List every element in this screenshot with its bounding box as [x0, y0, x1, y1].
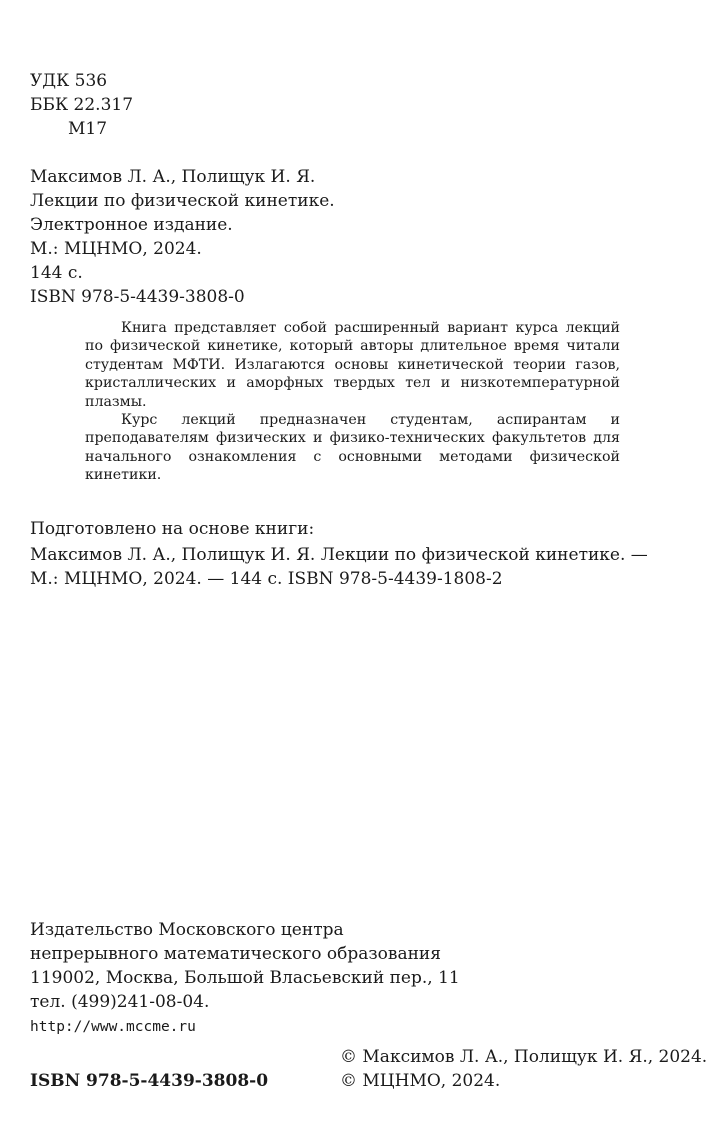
source-line-1: Максимов Л. А., Полищук И. Я. Лекции по физической кинетике. —	[30, 545, 648, 565]
book-title: Лекции по физической кинетике.	[30, 191, 335, 211]
book-isbn: ISBN 978-5-4439-3808-0	[30, 287, 245, 307]
publisher-phone: тел. (499)241-08-04.	[30, 992, 210, 1012]
abstract	[85, 319, 620, 485]
publisher-name-line-2: непрерывного математического образования	[30, 944, 441, 964]
book-edition: Электронное издание.	[30, 215, 233, 235]
copyright-publisher: © МЦНМО, 2024.	[340, 1071, 501, 1091]
publisher-name-line-1: Издательство Московского центра	[30, 920, 344, 940]
book-pages: 144 с.	[30, 263, 83, 283]
abstract-paragraph-2: Курс лекций предназначен студентам, аспирантам и преподавателям физических и физико-технических факультетов для начального ознакомления с основными методами физической кинетики.	[85, 412, 620, 484]
source-intro: Подготовлено на основе книги:	[30, 519, 315, 539]
book-authors: Максимов Л. А., Полищук И. Я.	[30, 167, 316, 187]
source-line-2: М.: МЦНМО, 2024. — 144 с. ISBN 978-5-4439-1808-2	[30, 569, 503, 589]
udk-code: УДК 536	[30, 71, 108, 91]
book-publisher: М.: МЦНМО, 2024.	[30, 239, 202, 259]
copyright-authors: © Максимов Л. А., Полищук И. Я., 2024.	[340, 1047, 708, 1067]
publisher-address: 119002, Москва, Большой Власьевский пер., 11	[30, 968, 460, 988]
author-mark: М17	[68, 119, 108, 139]
abstract-paragraph-1: Книга представляет собой расширенный вариант курса лекций по физической кинетике, который авторы длительное время читали студентам МФТИ. Излагаются основы кинетической теории газов, кристаллических и аморфных твердых тел и низкотемпературной плазмы.	[85, 320, 620, 410]
footer-isbn: ISBN 978-5-4439-3808-0	[30, 1071, 269, 1091]
bbk-code: ББК 22.317	[30, 95, 134, 115]
publisher-url[interactable]: http://www.mccme.ru	[30, 1019, 196, 1035]
